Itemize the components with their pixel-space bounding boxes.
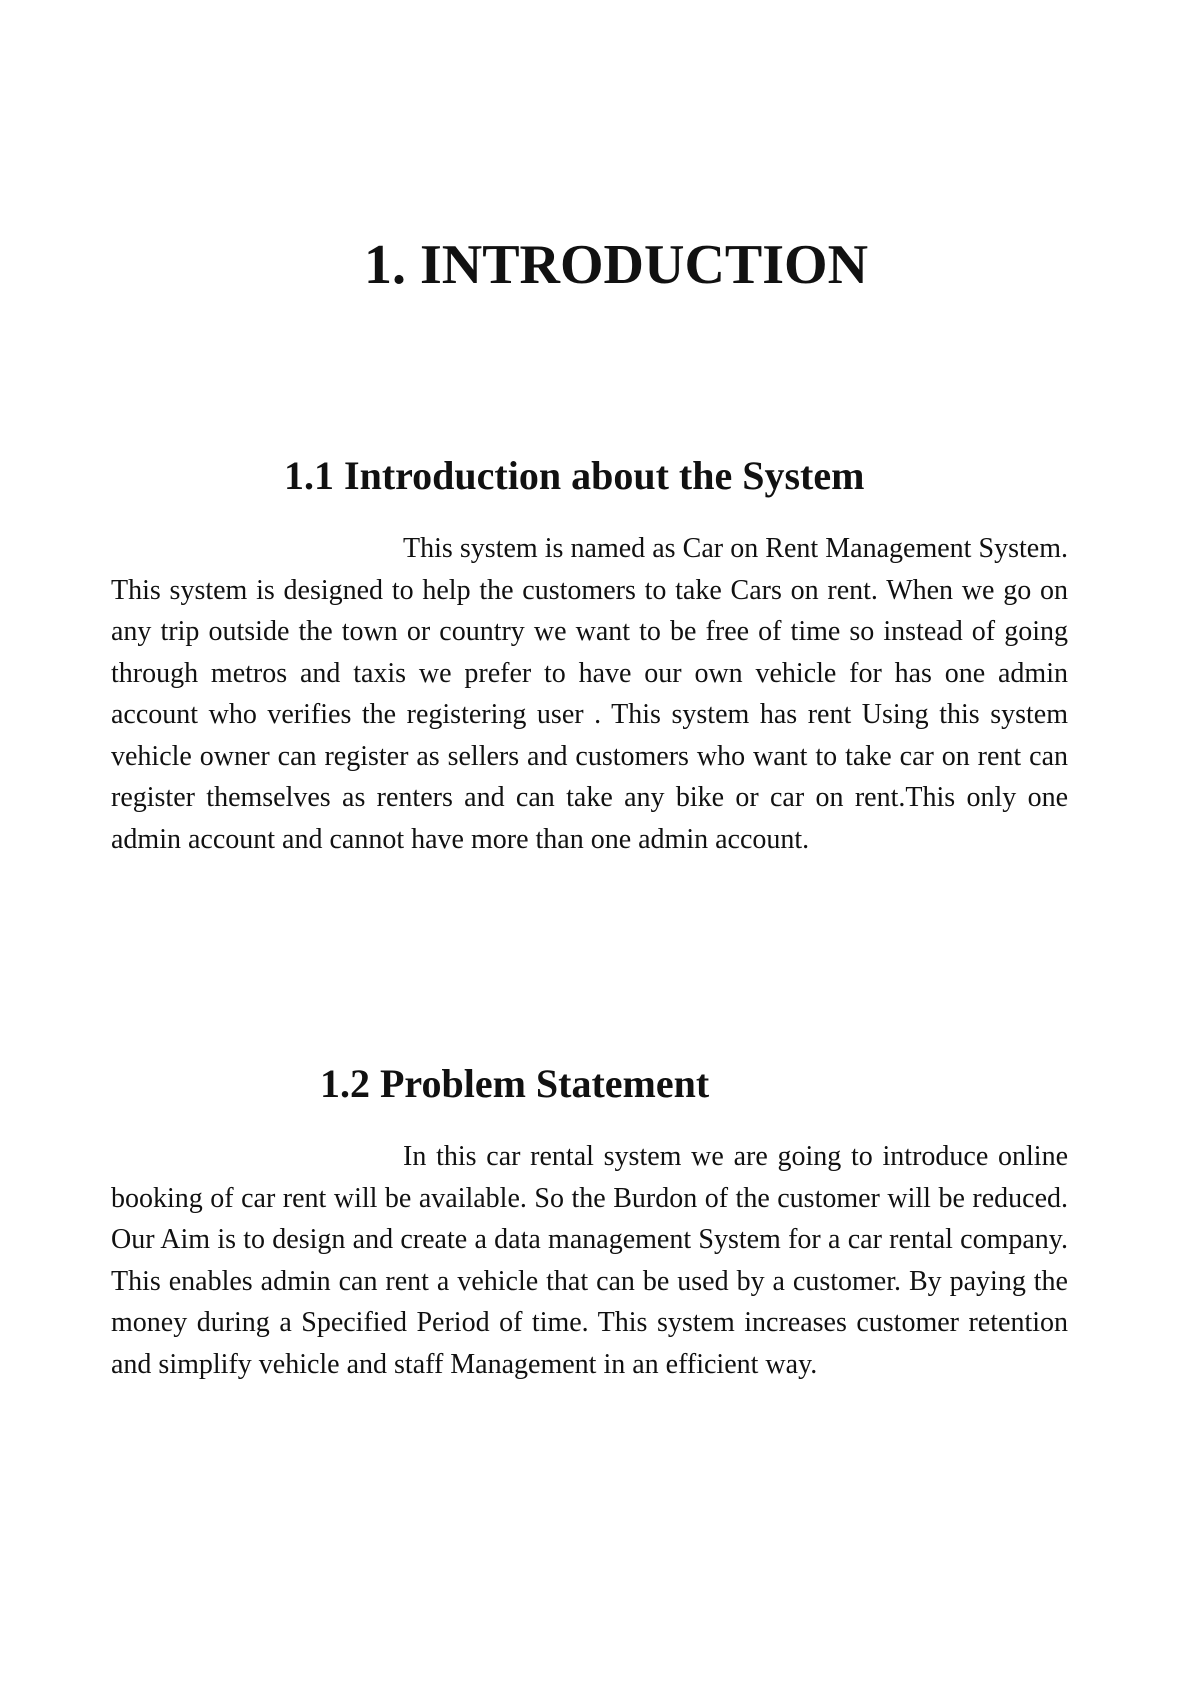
section-title-problem-statement: 1.2 Problem Statement (320, 1061, 710, 1106)
section-title-introduction-about-system: 1.1 Introduction about the System (284, 453, 865, 498)
section-body-introduction-about-system: This system is named as Car on Rent Management System. This system is designed to help the customers to take Cars on rent. When we go on any trip outside the town or country we want to be free of time so instead of going through metros and taxis we prefer to have our own vehicle for has one admin account who verifies the registering user . This system has rent Using this system vehicle owner can register as sellers and customers who want to take car on rent can register themselves as renters and can take any bike or car on rent.This only one admin account and cannot have more than one admin account. (111, 533, 1068, 855)
section-body-problem-statement: In this car rental system we are going to introduce online booking of car rent will be available. So the Burdon of the customer will be reduced. Our Aim is to design and create a data management System for a car rental company. This enables admin can rent a vehicle that can be used by a customer. By paying the money during a Specified Period of time. This system increases customer retention and simplify vehicle and staff Management in an efficient way. (111, 1141, 1068, 1380)
chapter-title: 1. INTRODUCTION (363, 234, 869, 296)
